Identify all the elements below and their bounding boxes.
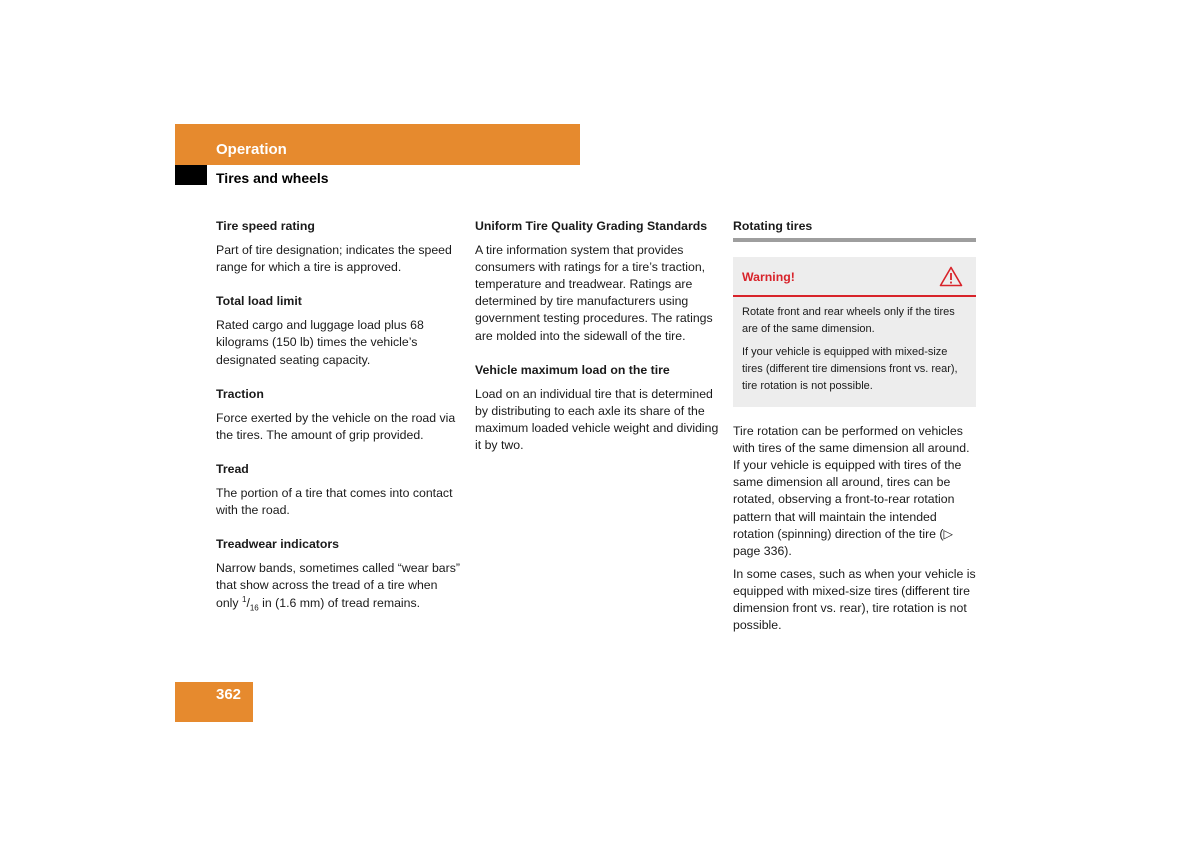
term-heading: Tread — [216, 461, 249, 476]
definition-utqgs — [475, 218, 720, 345]
column-definitions-2 — [475, 218, 720, 471]
column-rotating-tires — [733, 218, 976, 640]
definition-tire-speed-rating — [216, 218, 461, 276]
rotating-tires-heading: Rotating tires — [733, 218, 976, 242]
warning-paragraph: Rotate front and rear wheels only if the tires are of the same dimension. — [742, 306, 955, 336]
term-text: Force exerted by the vehicle on the road via the tires. The amount of grip provided. — [216, 410, 456, 442]
definition-treadwear-indicators — [216, 536, 461, 611]
warning-triangle-icon — [939, 266, 963, 287]
body-paragraph: In some cases, such as when your vehicle is equipped with mixed-size tires (different tire dimension front vs. rear), tire rotation is not possible. — [733, 566, 976, 633]
fraction-slash: / — [246, 595, 250, 610]
subsection-marker — [175, 165, 207, 185]
term-heading: Total load limit — [216, 294, 302, 309]
warning-box — [733, 257, 976, 407]
rotating-tires-body — [733, 423, 976, 634]
warning-paragraph: If your vehicle is equipped with mixed-size tires (different tire dimensions front vs. rear), tire rotation is not possible. — [742, 346, 958, 393]
term-text: Rated cargo and luggage load plus 68 kilograms (150 lb) times the vehicle’s designated seating capacity. — [216, 318, 424, 367]
term-heading: Vehicle maximum load on the tire — [475, 362, 670, 377]
body-paragraph: Tire rotation can be performed on vehicles with tires of the same dimension all around. If your vehicle is equipped with tires of the same dimension all around, tires can be rotated, observing a front-to-rear rotation pattern that will maintain the intended rotation (spinning) direction of the tire (▷ page 336). — [733, 424, 970, 558]
term-heading: Tire speed rating — [216, 219, 315, 233]
warning-label: Warning! — [742, 270, 795, 285]
term-text: Load on an individual tire that is determined by distributing to each axle its share of the maximum loaded vehicle weight and dividing it by two. — [475, 386, 719, 453]
term-heading: Traction — [216, 386, 264, 401]
column-definitions-1 — [216, 218, 461, 629]
term-text — [216, 560, 461, 611]
warning-body — [733, 297, 976, 407]
definition-tread — [216, 461, 461, 519]
page-number-box — [175, 682, 253, 722]
term-text-part: Narrow bands, sometimes called “wear bars” that show across the tread of a tire when only — [216, 561, 460, 610]
warning-header — [733, 257, 976, 297]
definition-traction — [216, 386, 461, 444]
fraction-denominator: 16 — [249, 602, 259, 612]
subsection-title: Tires and wheels — [216, 170, 329, 186]
term-text: Part of tire designation; indicates the speed range for which a tire is approved. — [216, 243, 452, 275]
term-text: The portion of a tire that comes into contact with the road. — [216, 486, 453, 518]
fraction-numerator: 1 — [241, 594, 247, 604]
definition-total-load-limit — [216, 293, 461, 368]
term-text-part: in (1.6 mm) of tread remains. — [258, 595, 421, 610]
section-title: Operation — [216, 141, 287, 158]
definition-vehicle-maximum-load — [475, 362, 720, 454]
term-heading: Treadwear indicators — [216, 537, 340, 552]
page-number: 362 — [216, 686, 242, 703]
term-heading: Uniform Tire Quality Grading Standards — [475, 219, 708, 233]
term-text: A tire information system that provides consumers with ratings for a tire’s traction, temperature and treadwear. Ratings are determined by tire manufacturers using government testing procedures. The ratings are molded into the sidewall of the tire. — [475, 243, 713, 343]
